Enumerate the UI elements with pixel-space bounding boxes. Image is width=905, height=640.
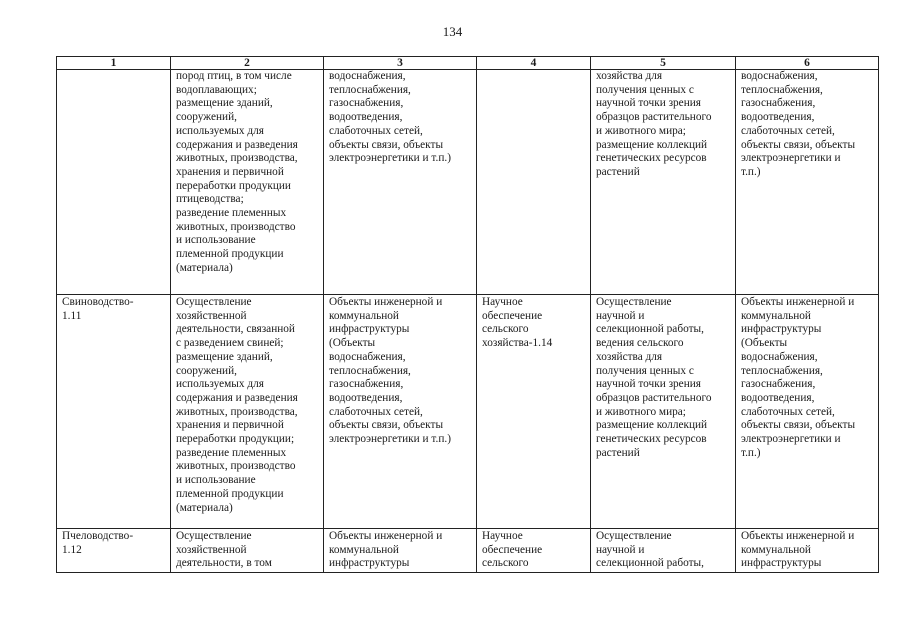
table-cell [477,70,591,295]
land-use-table [56,56,879,573]
table-cell: Осуществление научной и селекционной работы, ведения сельского хозяйства для получения ценных с научной точки зрения образцов растительного и животного мира; размещение коллекций генетических ресурсов растений [591,295,736,529]
table-cell: Объекты инженерной и коммунальной инфраструктуры [736,529,879,573]
table-cell [57,70,171,295]
table-row [57,529,879,573]
table-cell: Осуществление научной и селекционной работы, [591,529,736,573]
table-row [57,295,879,529]
table-cell: Научное обеспечение сельского хозяйства-1.14 [477,295,591,529]
column-header: 5 [591,57,736,70]
column-header: 4 [477,57,591,70]
column-header: 3 [324,57,477,70]
table-cell: Объекты инженерной и коммунальной инфраструктуры (Объекты водоснабжения, теплоснабжения, газоснабжения, водоотведения, слаботочных сетей, объекты связи, объекты электроэнергетики и т.п.) [736,295,879,529]
table-cell: Объекты инженерной и коммунальной инфраструктуры (Объекты водоснабжения, теплоснабжения, газоснабжения, водоотведения, слаботочных сетей, объекты связи, объекты электроэнергетики и т.п.) [324,295,477,529]
table-cell: Пчеловодство- 1.12 [57,529,171,573]
table-cell: Объекты инженерной и коммунальной инфраструктуры [324,529,477,573]
page-number: 134 [442,24,463,39]
table-cell: водоснабжения, теплоснабжения, газоснабжения, водоотведения, слаботочных сетей, объекты связи, объекты электроэнергетики и т.п.) [736,70,879,295]
table-cell: Научное обеспечение сельского [477,529,591,573]
column-header: 1 [57,57,171,70]
table-cell: хозяйства для получения ценных с научной точки зрения образцов растительного и животного мира; размещение коллекций генетических ресурсов растений [591,70,736,295]
table-row [57,70,879,295]
table-cell: Осуществление хозяйственной деятельности, в том [171,529,324,573]
header-row [57,57,879,70]
table-cell: Свиноводство- 1.11 [57,295,171,529]
column-header: 2 [171,57,324,70]
table-cell: пород птиц, в том числе водоплавающих; размещение зданий, сооружений, используемых для содержания и разведения животных, производства, хранения и первичной переработки продукции птицеводства; разведение племенных животных, производство и использование племенной продукции (материала) [171,70,324,295]
table-cell: Осуществление хозяйственной деятельности, связанной с разведением свиней; размещение зданий, сооружений, используемых для содержания и разведения животных, производства, хранения и первичной переработки продукции; разведение племенных животных, производство и использование племенной продукции (материала) [171,295,324,529]
column-header: 6 [736,57,879,70]
table-cell: водоснабжения, теплоснабжения, газоснабжения, водоотведения, слаботочных сетей, объекты связи, объекты электроэнергетики и т.п.) [324,70,477,295]
